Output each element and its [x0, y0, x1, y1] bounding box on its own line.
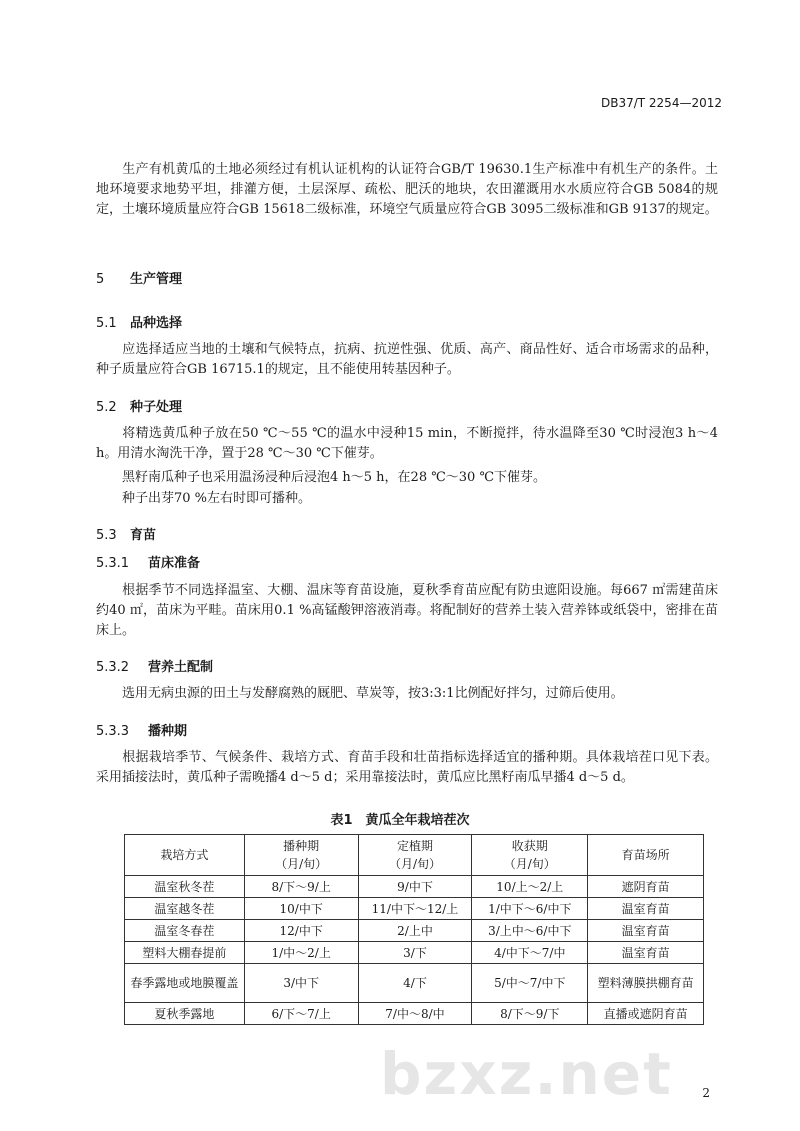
table-cell: 3/中下 [244, 964, 358, 1003]
table-row [125, 1003, 704, 1025]
paragraph-5-2-b: 黑籽南瓜种子也采用温汤浸种后浸泡4 h～5 h，在28 ℃～30 ℃下催芽。 [122, 470, 546, 485]
paragraph-5-2-c: 种子出芽70 %左右时即可播种。 [122, 491, 312, 506]
heading-5-3-1: 5.3.1 苗床准备 [96, 556, 201, 571]
table-cell: 遮阴育苗 [588, 876, 704, 898]
header-cell: 定植期 （月/旬） [358, 835, 472, 876]
table-cell: 8/下～9/下 [472, 1003, 588, 1025]
heading-5: 5 生产管理 [96, 272, 183, 287]
watermark: bzxz.net [380, 1040, 673, 1108]
table-caption: 表1 黄瓜全年栽培茬次 [330, 813, 470, 828]
table-cell: 2/上中 [358, 920, 472, 942]
table-cell: 温室越冬茬 [125, 898, 245, 920]
intro-paragraph: 生产有机黄瓜的土地必须经过有机认证机构的认证符合GB/T 19630.1生产标准中有机生产的条件。土地环境要求地势平坦，排灌方便，土层深厚、疏松、肥沃的地块，农田灌溉用水水质应符合GB 5084的规定，土壤环境质量应符合GB 15618二级标准，环境空气质量应符合GB 3095二级标准和GB 9137的规定。 [96, 162, 718, 217]
table-cell: 3/下 [358, 942, 472, 964]
heading-5-3-3: 5.3.3 播种期 [96, 724, 188, 739]
table-row [125, 964, 704, 1003]
table-cell: 8/下～9/上 [244, 876, 358, 898]
table-cell: 9/中下 [358, 876, 472, 898]
table-cell: 5/中～7/中下 [472, 964, 588, 1003]
table-cell: 1/中下～6/中下 [472, 898, 588, 920]
table-row [125, 898, 704, 920]
heading-5-3-2: 5.3.2 营养土配制 [96, 660, 214, 675]
header-cell: 栽培方式 [125, 835, 245, 876]
table-cell: 12/中下 [244, 920, 358, 942]
table-row [125, 942, 704, 964]
table-cell: 温室育苗 [588, 942, 704, 964]
paragraph-5-3-1: 根据季节不同选择温室、大棚、温床等育苗设施，夏秋季育苗应配有防虫遮阳设施。每667 ㎡需建苗床约40 ㎡，苗床为平畦。苗床用0.1 %高锰酸钾溶液消毒。将配制好的营养土装入营养钵或纸袋中，密排在苗床上。 [96, 583, 718, 638]
table-cell: 温室冬春茬 [125, 920, 245, 942]
cultivation-table [124, 834, 704, 1025]
table-cell: 温室育苗 [588, 920, 704, 942]
table-cell: 直播或遮阴育苗 [588, 1003, 704, 1025]
table-cell: 温室秋冬茬 [125, 876, 245, 898]
heading-5-1: 5.1 品种选择 [96, 316, 183, 331]
paragraph-5-2-a: 将精选黄瓜种子放在50 ℃～55 ℃的温水中浸种15 min，不断搅拌，待水温降至30 ℃时浸泡3 h～4 h。用清水淘洗干净，置于28 ℃～30 ℃下催芽。 [96, 426, 718, 461]
heading-5-2: 5.2 种子处理 [96, 400, 183, 415]
table-cell: 塑料薄膜拱棚育苗 [588, 964, 704, 1003]
header-cell: 收获期 （月/旬） [472, 835, 588, 876]
paragraph-5-3-2: 选用无病虫源的田土与发酵腐熟的厩肥、草炭等，按3:3:1比例配好拌匀，过筛后使用。 [122, 686, 624, 701]
table-row [125, 920, 704, 942]
table-cell: 春季露地或地膜覆盖 [125, 964, 245, 1003]
header-cell: 播种期 （月/旬） [244, 835, 358, 876]
table-cell: 温室育苗 [588, 898, 704, 920]
table-cell: 11/中下～12/上 [358, 898, 472, 920]
page-number: 2 [702, 1086, 710, 1100]
table-row [125, 876, 704, 898]
table-cell: 10/上～2/上 [472, 876, 588, 898]
table-cell: 塑料大棚春提前 [125, 942, 245, 964]
paragraph-5-1: 应选择适应当地的土壤和气候特点，抗病、抗逆性强、优质、高产、商品性好、适合市场需求的品种，种子质量应符合GB 16715.1的规定，且不能使用转基因种子。 [96, 342, 718, 377]
table-cell: 4/下 [358, 964, 472, 1003]
table-cell: 6/下～7/上 [244, 1003, 358, 1025]
heading-5-3: 5.3 育苗 [96, 528, 157, 543]
table-cell: 4/中下～7/中 [472, 942, 588, 964]
table-cell: 夏秋季露地 [125, 1003, 245, 1025]
table-cell: 7/中～8/中 [358, 1003, 472, 1025]
table-cell: 10/中下 [244, 898, 358, 920]
table-cell: 3/上中～6/中下 [472, 920, 588, 942]
table-header-row [125, 835, 704, 876]
paragraph-5-3-3: 根据栽培季节、气候条件、栽培方式、育苗手段和壮苗指标选择适宜的播种期。具体栽培茬口见下表。采用插接法时，黄瓜种子需晚播4 d～5 d；采用靠接法时，黄瓜应比黑籽南瓜早播4 d～5 d。 [96, 750, 718, 785]
document-code: DB37/T 2254—2012 [600, 96, 722, 110]
header-cell: 育苗场所 [588, 835, 704, 876]
table-cell: 1/中～2/上 [244, 942, 358, 964]
